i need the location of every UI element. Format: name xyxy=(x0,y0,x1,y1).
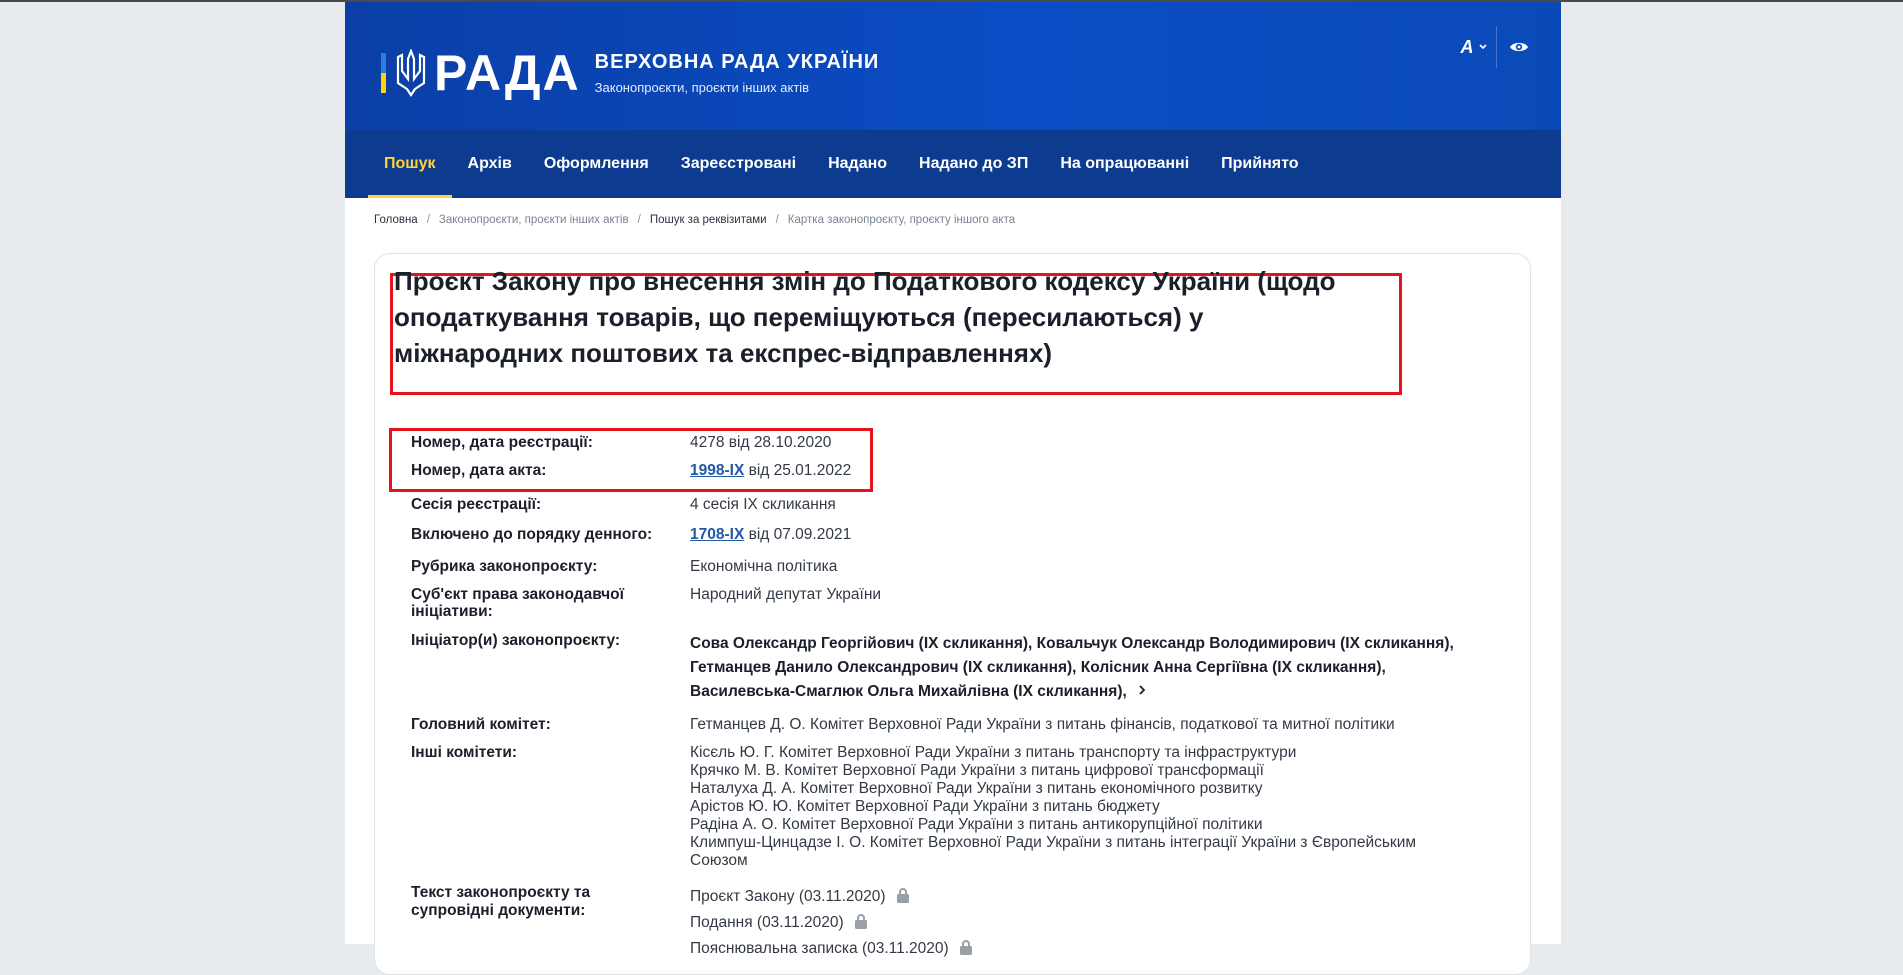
agenda-date: від 07.09.2021 xyxy=(748,526,852,543)
rubric-value: Економічна політика xyxy=(690,558,838,575)
lock-icon xyxy=(959,939,973,955)
docs-label: Текст законопроєкту та супровідні документи: xyxy=(411,884,591,919)
subject-label: Суб'єкт права законодавчої ініціативи: xyxy=(411,586,624,620)
committee-item: Союзом xyxy=(690,852,748,869)
trident-icon xyxy=(396,49,426,97)
committee-item: Радіна А. О. Комітет Верховної Ради України з питань антикорупційної політики xyxy=(690,816,1263,833)
act-date: від 25.01.2022 xyxy=(748,462,852,479)
main-committee-label: Головний комітет: xyxy=(411,716,551,733)
breadcrumb-current: Картка законопроєкту, проєкту іншого акта xyxy=(787,214,1016,226)
nav-item-submitted[interactable]: Надано xyxy=(828,155,888,172)
committee-item: Крячко М. В. Комітет Верховної Ради України з питань цифрової трансформації xyxy=(690,762,1264,779)
initiator-line xyxy=(690,680,1480,704)
site-logo[interactable] xyxy=(381,45,880,101)
breadcrumb-bills[interactable]: Законопроєкти, проєкти інших актів xyxy=(438,214,629,226)
act-value xyxy=(690,462,1480,480)
initiators-row xyxy=(411,632,1480,704)
initiators-list xyxy=(690,632,1480,704)
logo-text xyxy=(595,51,880,95)
act-row xyxy=(411,462,1480,480)
main-committee-row xyxy=(411,716,1480,734)
agenda-row xyxy=(411,526,1480,544)
nav-item-archive[interactable]: Архів xyxy=(467,155,512,172)
doc-item[interactable] xyxy=(690,936,1480,962)
breadcrumb-search[interactable]: Пошук за реквізитами xyxy=(649,214,767,226)
breadcrumb xyxy=(345,198,1561,230)
other-committees-row xyxy=(411,744,1480,870)
committee-item: Наталуха Д. А. Комітет Верховної Ради України з питань економічного розвитку xyxy=(690,780,1263,797)
lock-icon xyxy=(854,913,868,929)
nav-item-adopted[interactable]: Прийнято xyxy=(1221,155,1299,172)
nav-item-registered[interactable]: Зареєстровані xyxy=(680,155,797,172)
nav-item-processing[interactable]: На опрацюванні xyxy=(1060,155,1190,172)
act-number-link[interactable]: 1998-IX xyxy=(690,462,745,479)
flag-stripe xyxy=(381,53,386,93)
bill-card xyxy=(374,253,1531,975)
site-title: ВЕРХОВНА РАДА УКРАЇНИ xyxy=(594,51,880,73)
initiator-line[interactable]: Гетманцев Данило Олександрович (IX скликання), Колісник Анна Сергіївна (IX скликання), xyxy=(690,659,1386,676)
docs-list xyxy=(690,884,1480,962)
breadcrumb-separator: / xyxy=(775,214,779,226)
lock-icon xyxy=(896,887,910,903)
header-tools xyxy=(1452,26,1541,68)
logo-word: РАДА xyxy=(434,45,581,101)
agenda-number-link[interactable]: 1708-IX xyxy=(690,526,745,543)
bill-title: Проєкт Закону про внесення змін до Податкового кодексу України (щодо оподаткування товарів, що переміщуються (пересилаються) у міжнародних поштових та експрес-відправленнях) xyxy=(394,266,1336,368)
subject-row xyxy=(411,586,1480,620)
agenda-label: Включено до порядку денного: xyxy=(411,526,653,543)
doc-item[interactable] xyxy=(690,884,1480,910)
main-committee-value: Гетманцев Д. О. Комітет Верховної Ради України з питань фінансів, податкової та митної політики xyxy=(690,716,1395,733)
chevron-down-icon xyxy=(1478,43,1488,51)
nav-item-search[interactable]: Пошук xyxy=(368,130,452,198)
rubric-row xyxy=(411,558,1480,576)
committee-item: Климпуш-Цинцадзе І. О. Комітет Верховної Ради України з питань інтеграції України з Європейським xyxy=(690,834,1417,851)
other-committees-list xyxy=(690,744,1480,870)
nav-item-submitted-zp[interactable]: Надано до ЗП xyxy=(919,155,1029,172)
session-value: 4 сесія IX скликання xyxy=(690,496,836,513)
breadcrumb-home[interactable]: Головна xyxy=(374,214,418,226)
font-size-toggle[interactable] xyxy=(1452,26,1496,68)
initiator-line[interactable]: Сова Олександр Георгійович (IX скликання), Ковальчук Олександр Володимирович (IX скликання), xyxy=(690,635,1454,652)
doc-title[interactable]: Проєкт Закону (03.11.2020) xyxy=(690,888,886,905)
font-size-label: A xyxy=(1460,36,1474,57)
chevron-right-icon[interactable] xyxy=(1137,684,1147,696)
other-committees-label: Інші комітети: xyxy=(411,744,518,761)
breadcrumb-separator: / xyxy=(637,214,641,226)
site-header xyxy=(345,2,1561,130)
eye-icon xyxy=(1509,40,1529,54)
initiator-name[interactable]: Василевська-Смаглюк Ольга Михайлівна (IX скликання), xyxy=(690,683,1127,700)
page-container xyxy=(345,2,1561,957)
subject-value: Народний депутат України xyxy=(690,586,882,603)
site-subtitle: Законопроєкти, проєкти інших актів xyxy=(594,80,810,95)
session-row xyxy=(411,496,1480,514)
main-nav xyxy=(345,130,1561,198)
docs-row xyxy=(411,884,1480,962)
doc-item[interactable] xyxy=(690,910,1480,936)
doc-title[interactable]: Пояснювальна записка (03.11.2020) xyxy=(690,940,949,957)
accessibility-button[interactable] xyxy=(1496,26,1541,68)
reg-value: 4278 від 28.10.2020 xyxy=(690,434,832,451)
committee-item: Арістов Ю. Ю. Комітет Верховної Ради України з питань бюджету xyxy=(690,798,1160,815)
breadcrumb-separator: / xyxy=(426,214,430,226)
initiators-label: Ініціатор(и) законопроєкту: xyxy=(411,632,621,649)
agenda-value xyxy=(690,526,1480,544)
committee-item: Кісєль Ю. Г. Комітет Верховної Ради України з питань транспорту та інфраструктури xyxy=(690,744,1297,761)
nav-item-drafting[interactable]: Оформлення xyxy=(543,155,649,172)
reg-label: Номер, дата реєстрації: xyxy=(411,434,593,451)
reg-row xyxy=(411,434,1480,452)
session-label: Сесія реєстрації: xyxy=(411,496,542,513)
rubric-label: Рубрика законопроєкту: xyxy=(411,558,598,575)
act-label: Номер, дата акта: xyxy=(411,462,547,479)
doc-title[interactable]: Подання (03.11.2020) xyxy=(690,914,844,931)
